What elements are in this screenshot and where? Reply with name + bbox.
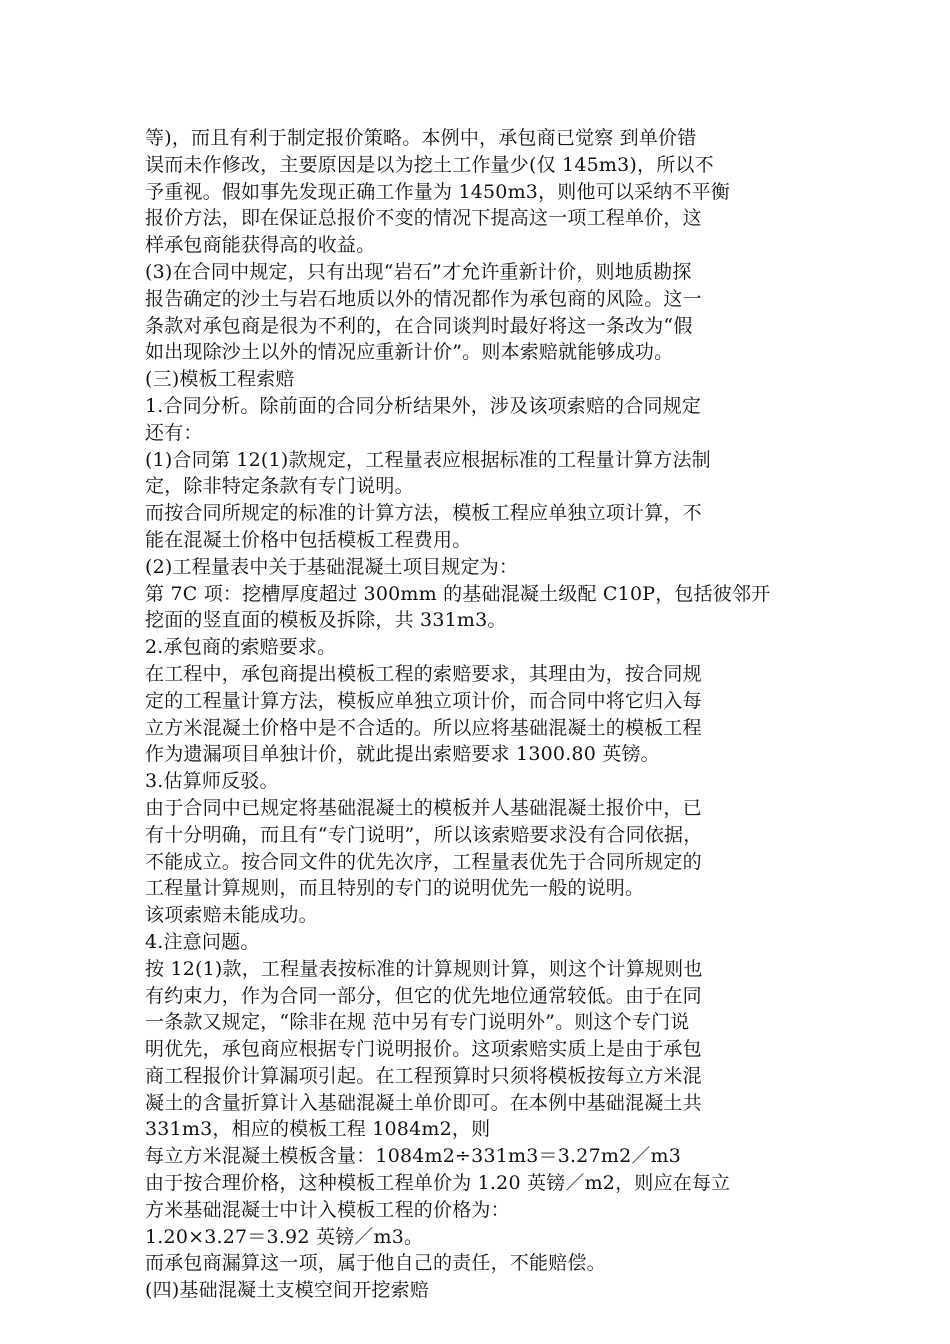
text-line: 不能成立。按合同文件的优先次序，工程量表优先于合同所规定的: [145, 850, 702, 873]
text-line: 条款对承包商是很为不利的，在合同谈判时最好将这一条改为“假: [145, 314, 693, 337]
text-line: 有约束力，作为合同一部分，但它的优先地位通常较低。由于在同: [145, 984, 702, 1007]
text-line: 能在混凝土价格中包括模板工程费用。: [145, 528, 472, 551]
text-line: 还有：: [145, 421, 203, 444]
text-line: 由于合同中已规定将基础混凝土的模板并人基础混凝土报价中，已: [145, 796, 702, 819]
text-line: 第 7C 项：挖槽厚度超过 300mm 的基础混凝土级配 C10P，包括彼邻开: [145, 582, 771, 605]
text-line: 在工程中，承包商提出模板工程的索赔要求，其理由为，按合同规: [145, 662, 702, 685]
text-line: 等)，而且有利于制定报价策略。本例中，承包商已觉察 到单价错: [145, 127, 697, 149]
text-line: 工程量计算规则，而且特别的专门的说明优先一般的说明。: [145, 877, 645, 900]
text-line: 3.估算师反驳。: [145, 770, 279, 793]
formula-line: 每立方米混凝土模板含量：1084m2÷331m3＝3.27m2／m3: [145, 1145, 682, 1168]
text-line: 凝土的含量折算计入基础混凝土单价即可。在本例中基础混凝土共: [145, 1091, 702, 1114]
document-body: [145, 125, 805, 1304]
text-line: 而承包商漏算这一项，属于他自己的责任，不能赔偿。: [145, 1252, 606, 1275]
text-line: (1)合同第 12(1)款规定，工程量表应根据标准的工程量计算方法制: [145, 448, 711, 471]
text-line: 方米基础混凝士中计入模板工程的价格为：: [145, 1198, 510, 1221]
text-line: 1.合同分析。除前面的合同分析结果外，涉及该项索赔的合同规定: [145, 394, 702, 417]
text-line: 报价方法，即在保证总报价不变的情况下提高这一项工程单价，这: [145, 207, 702, 230]
text-line: 明优先，承包商应根据专门说明报价。这项索赔实质上是由于承包: [145, 1038, 702, 1061]
text-line: 立方米混凝土价格中是不合适的。所以应将基础混凝土的模板工程: [145, 716, 702, 739]
section-heading: (三)模板工程索赔: [145, 368, 295, 391]
text-line: 由于按合理价格，这种模板工程单价为 1.20 英镑／m2，则应在每立: [145, 1172, 731, 1195]
text-line: 而按合同所规定的标准的计算方法，模板工程应单独立项计算，不: [145, 502, 702, 525]
text-line: 一条款又规定，“除非在规 范中另有专门说明外”。则这个专门说: [145, 1011, 690, 1034]
text-line: 该项索赔未能成功。: [145, 904, 318, 927]
text-line: 如出现除沙土以外的情况应重新计价”。则本索赔就能够成功。: [145, 341, 674, 364]
text-line: 定，除非特定条款有专门说明。: [145, 475, 414, 498]
text-line: (3)在合同中规定，只有出现“岩石”才允许重新计价，则地质勘探: [145, 260, 692, 283]
section-heading: (四)基础混凝土支模空间开挖索赔: [145, 1279, 430, 1302]
text-line: 按 12(1)款，工程量表按标准的计算规则计算，则这个计算规则也: [145, 957, 703, 980]
text-line: 作为遗漏项目单独计价，就此提出索赔要求 1300.80 英镑。: [145, 743, 660, 766]
formula-line: 1.20×3.27＝3.92 英镑／m3。: [145, 1225, 424, 1248]
text-line: 商工程报价计算漏项引起。在工程预算时只须将模板按每立方米混: [145, 1064, 702, 1087]
text-line: 予重视。假如事先发现正确工作量为 1450m3，则他可以采纳不平衡: [145, 180, 731, 203]
text-line: 定的工程量计算方法，模板应单独立项计价，而合同中将它归入每: [145, 689, 702, 712]
text-line: 样承包商能获得高的收益。: [145, 234, 376, 257]
text-line: 2.承包商的索赔要求。: [145, 636, 337, 659]
text-line: 4.注意问题。: [145, 930, 260, 953]
text-line: 挖面的竖直面的模板及拆除，共 331m3。: [145, 609, 507, 632]
text-line: (2)工程量表中关于基础混凝土项目规定为：: [145, 555, 519, 578]
text-line: 报告确定的沙土与岩石地质以外的情况都作为承包商的风险。这一: [145, 287, 702, 310]
text-line: 有十分明确，而且有“专门说明”，所以该索赔要求没有合同依据，: [145, 823, 703, 846]
text-line: 331m3，相应的模板工程 1084m2，则: [145, 1118, 491, 1141]
text-line: 误而未作修改，主要原因是以为挖土工作量少(仅 145m3)，所以不: [145, 153, 714, 176]
